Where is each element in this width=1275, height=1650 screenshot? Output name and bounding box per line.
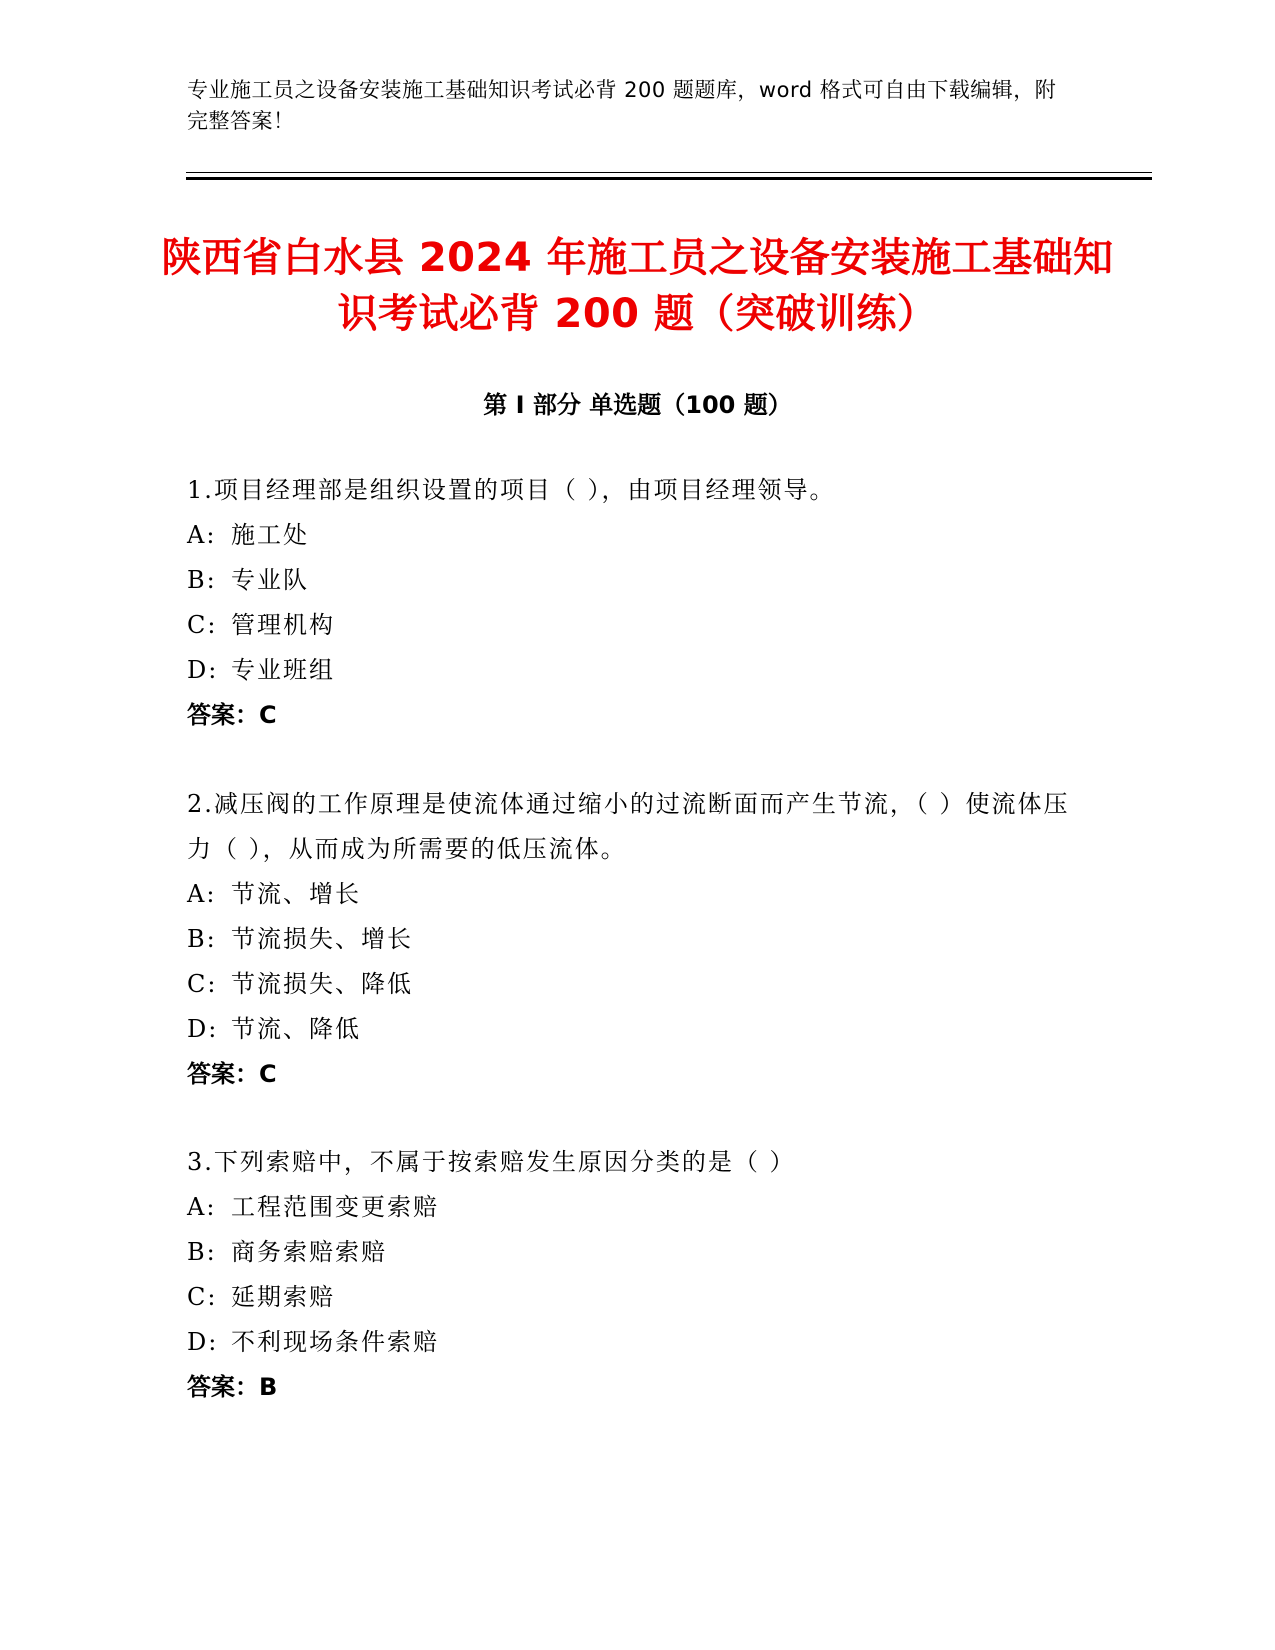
option-key: C: bbox=[187, 1283, 218, 1311]
option-a bbox=[187, 1185, 1087, 1230]
option-a bbox=[187, 513, 1087, 558]
question-stem: 2.减压阀的工作原理是使流体通过缩小的过流断面而产生节流，（ ）使流体压力（ ），从而成为所需要的低压流体。 bbox=[187, 790, 1070, 863]
option-d bbox=[187, 1320, 1087, 1365]
option-text: 节流、降低 bbox=[231, 1015, 361, 1043]
option-key: B: bbox=[187, 1238, 217, 1266]
header-rule-thick bbox=[186, 177, 1152, 180]
option-b bbox=[187, 1230, 1087, 1275]
option-text: 专业班组 bbox=[231, 656, 335, 684]
section-heading: 第 I 部分 单选题（100 题） bbox=[483, 391, 792, 419]
option-d bbox=[187, 648, 1087, 693]
option-key: A: bbox=[187, 521, 217, 549]
option-key: A: bbox=[187, 880, 217, 908]
answer: 答案：B bbox=[187, 1373, 278, 1401]
header-note: 专业施工员之设备安装施工基础知识考试必背 200 题题库，word 格式可自由下载编辑，附完整答案！ bbox=[187, 78, 1057, 133]
option-c bbox=[187, 1275, 1087, 1320]
option-key: D: bbox=[187, 1015, 219, 1043]
option-key: C: bbox=[187, 970, 218, 998]
option-b bbox=[187, 558, 1087, 603]
option-text: 专业队 bbox=[231, 566, 309, 594]
document-title: 陕西省白水县 2024 年施工员之设备安装施工基础知识考试必背 200 题（突破训练） bbox=[161, 235, 1114, 337]
option-text: 施工处 bbox=[231, 521, 309, 549]
option-b bbox=[187, 917, 1087, 962]
option-text: 商务索赔索赔 bbox=[231, 1238, 387, 1266]
option-d bbox=[187, 1007, 1087, 1052]
option-key: A: bbox=[187, 1193, 217, 1221]
option-text: 管理机构 bbox=[231, 611, 335, 639]
option-a bbox=[187, 872, 1087, 917]
option-key: B: bbox=[187, 925, 217, 953]
option-text: 节流损失、增长 bbox=[231, 925, 413, 953]
option-text: 节流、增长 bbox=[231, 880, 361, 908]
question-3 bbox=[187, 1140, 1087, 1410]
answer: 答案：C bbox=[187, 1060, 277, 1088]
option-text: 工程范围变更索赔 bbox=[231, 1193, 439, 1221]
option-text: 延期索赔 bbox=[231, 1283, 335, 1311]
option-key: C: bbox=[187, 611, 218, 639]
option-c bbox=[187, 962, 1087, 1007]
header-rule-thin bbox=[186, 172, 1152, 173]
option-key: D: bbox=[187, 656, 219, 684]
question-stem: 1.项目经理部是组织设置的项目（ ），由项目经理领导。 bbox=[187, 476, 836, 504]
option-c bbox=[187, 603, 1087, 648]
option-key: D: bbox=[187, 1328, 219, 1356]
option-text: 节流损失、降低 bbox=[231, 970, 413, 998]
question-1 bbox=[187, 468, 1087, 738]
answer: 答案：C bbox=[187, 701, 277, 729]
question-stem: 3.下列索赔中，不属于按索赔发生原因分类的是（ ） bbox=[187, 1148, 796, 1176]
question-2 bbox=[187, 782, 1087, 1097]
option-text: 不利现场条件索赔 bbox=[231, 1328, 439, 1356]
option-key: B: bbox=[187, 566, 217, 594]
